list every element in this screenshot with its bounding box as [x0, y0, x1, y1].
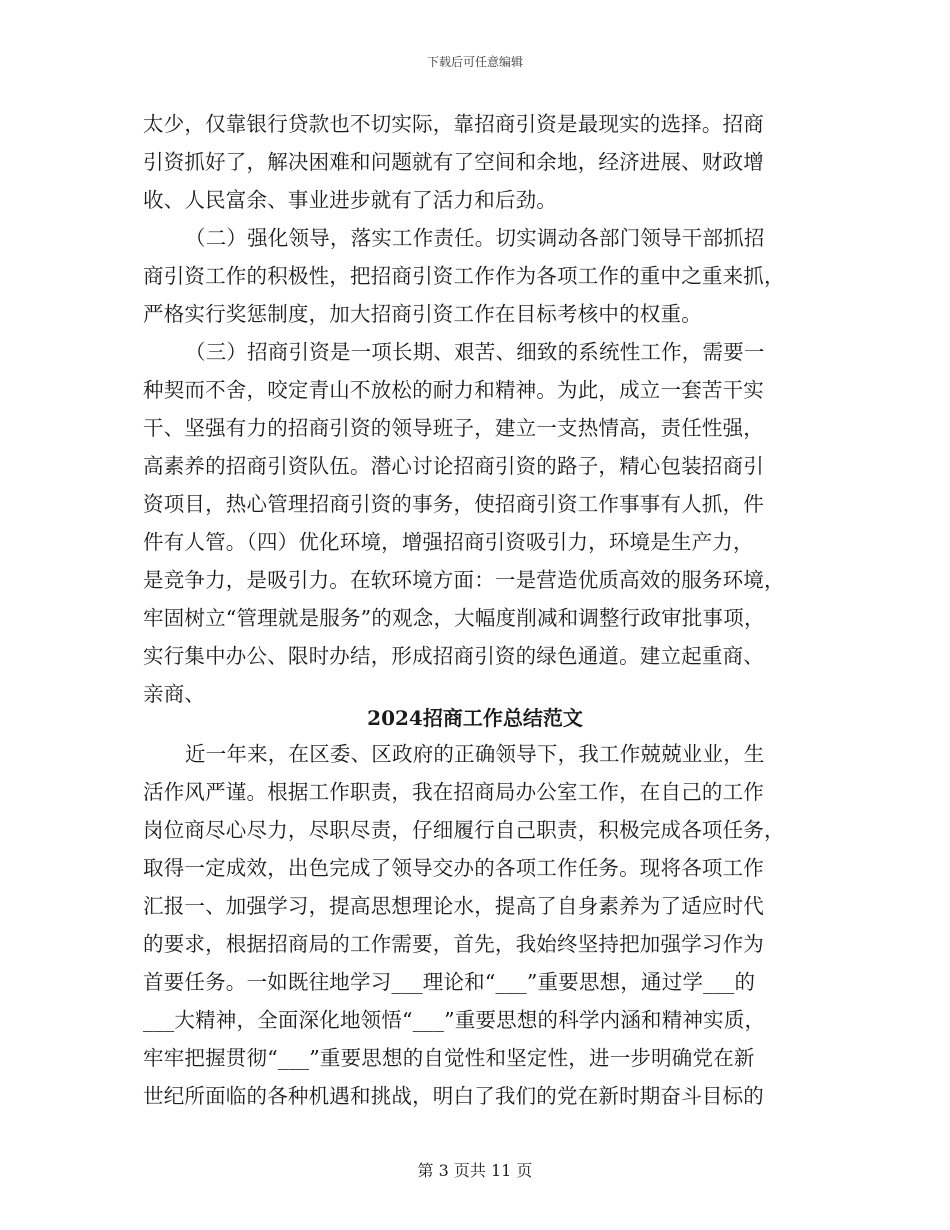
page-header: 下载后可任意编辑 [426, 55, 523, 69]
body-line: ___大精神，全面深化地领悟“___”重要思想的科学内涵和精神实质， [143, 1008, 766, 1032]
section-title: 2024招商工作总结范文 [367, 706, 583, 730]
body-line: 首要任务。一如既往地学习___理论和“___”重要思想，通过学___的 [143, 970, 756, 994]
body-line: 引资抓好了，解决困难和问题就有了空间和余地，经济进展、财政增 [143, 150, 764, 174]
body-line: 干、坚强有力的招商引资的领导班子，建立一支热情高，责任性强， [143, 416, 764, 440]
body-line: （三）招商引资是一项长期、艰苦、细致的系统性工作，需要一 [185, 340, 765, 364]
body-line: 岗位商尽心尽力，尽职尽责，仔细履行自己职责，积极完成各项任务， [143, 818, 785, 842]
body-line: 牢牢把握贯彻“___”重要思想的自觉性和坚定性，进一步明确党在新 [143, 1046, 755, 1070]
page-footer: 第 3 页共 11 页 [417, 1161, 533, 1180]
body-line: 是竞争力，是吸引力。在软环境方面：一是营造优质高效的服务环境， [143, 568, 785, 592]
body-line: 收、人民富余、事业进步就有了活力和后劲。 [143, 188, 557, 212]
body-line: 世纪所面临的各种机遇和挑战，明白了我们的党在新时期奋斗目标的 [143, 1084, 764, 1108]
body-line: 种契而不舍，咬定青山不放松的耐力和精神。为此，成立一套苦干实 [143, 378, 764, 402]
body-line: 高素养的招商引资队伍。潜心讨论招商引资的路子，精心包装招商引 [143, 454, 764, 478]
body-line: 实行集中办公、限时办结，形成招商引资的绿色通道。建立起重商、 [143, 644, 764, 668]
body-line: 汇报一、加强学习，提高思想理论水，提高了自身素养为了适应时代 [143, 894, 764, 918]
body-line: 亲商、 [143, 682, 206, 706]
body-line: 的要求，根据招商局的工作需要，首先，我始终坚持把加强学习作为 [143, 932, 764, 956]
body-line: 商引资工作的积极性，把招商引资工作作为各项工作的重中之重来抓， [143, 264, 785, 288]
body-line: 太少，仅靠银行贷款也不切实际，靠招商引资是最现实的选择。招商 [143, 112, 764, 136]
body-line: （二）强化领导，落实工作责任。切实调动各部门领导干部抓招 [185, 226, 765, 250]
body-line: 资项目，热心管理招商引资的事务，使招商引资工作事事有人抓，件 [143, 492, 764, 516]
body-line: 近一年来，在区委、区政府的正确领导下，我工作兢兢业业，生 [185, 742, 765, 766]
body-line: 活作风严谨。根据工作职责，我在招商局办公室工作，在自己的工作 [143, 780, 764, 804]
body-line: 严格实行奖惩制度，加大招商引资工作在目标考核中的权重。 [143, 302, 702, 326]
body-line: 牢固树立“管理就是服务”的观念，大幅度削减和调整行政审批事项， [143, 606, 765, 630]
body-line: 件有人管。（四）优化环境，增强招商引资吸引力，环境是生产力， [143, 530, 754, 554]
body-line: 取得一定成效，出色完成了领导交办的各项工作任务。现将各项工作 [143, 856, 764, 880]
